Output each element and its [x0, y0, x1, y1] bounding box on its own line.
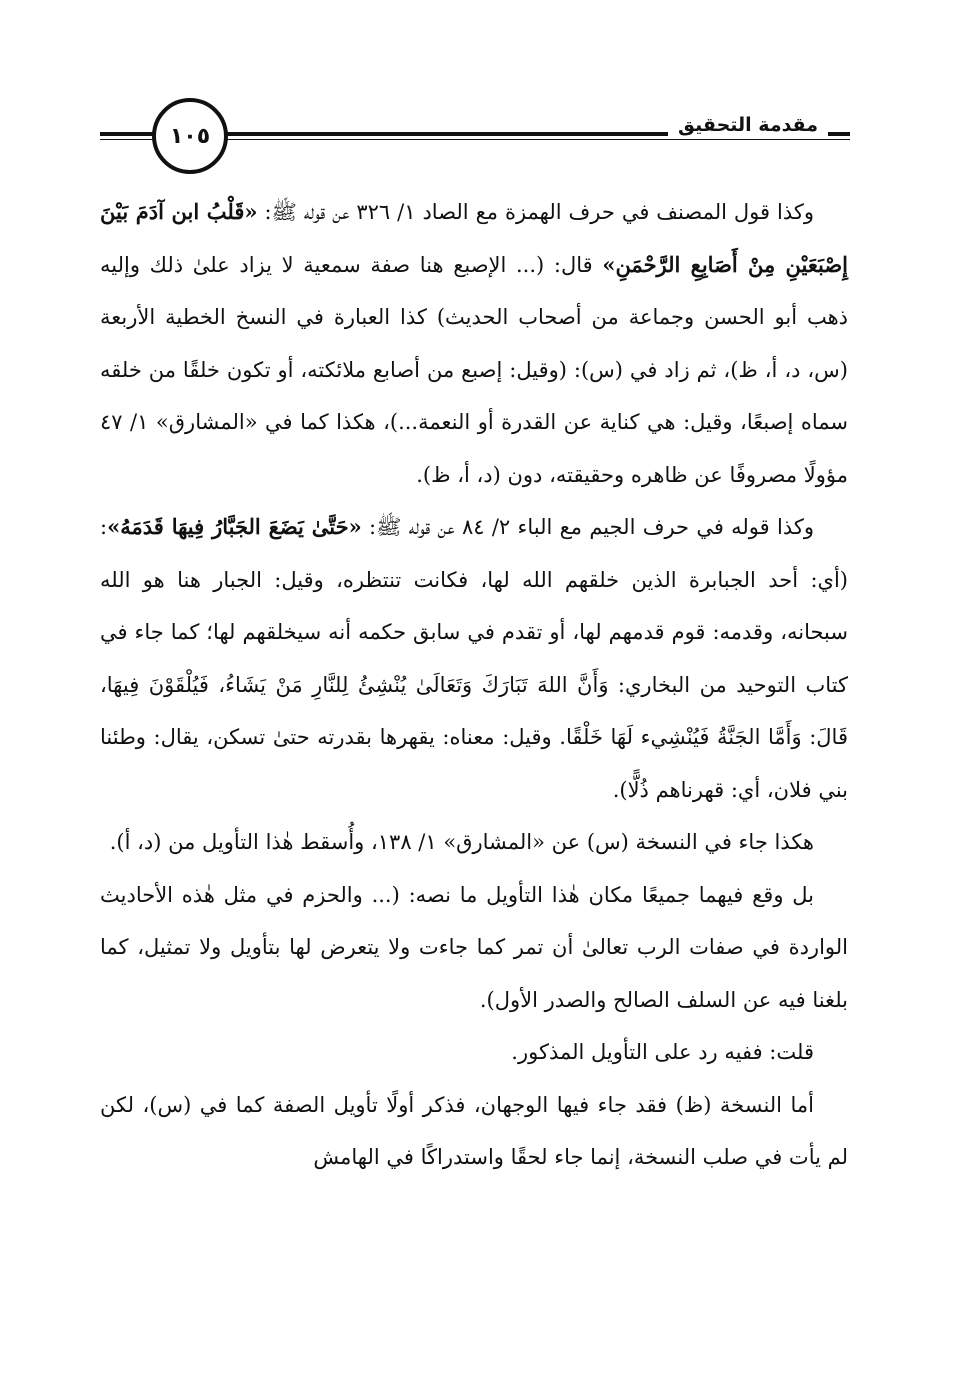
paragraph: [100, 186, 848, 501]
paragraph: [100, 869, 848, 1027]
hadith-quote: «قَلْبُ ابن آدَمَ بَيْنَ إِصْبَعَيْنِ مِنْ أَصَابِعِ الرَّحْمَنِ»: [100, 199, 849, 277]
page-header: [100, 92, 850, 182]
paragraph: [100, 1079, 848, 1184]
paragraph: [100, 501, 848, 816]
header-rule-thin: [160, 139, 850, 140]
header-rule-left: [100, 132, 160, 136]
paragraph-text: قال: (... الإصبع هنا صفة سمعية لا يزاد علىٰ ذلك وإليه ذهب أبو الحسن وجماعة من أصحاب الحديث) كذا العبارة في النسخ الخطية الأربعة (س، د، أ، ظ)، ثم زاد في (س): (وقيل: إصبع من أصابع ملائكته، أو تكون خلقًا من خلقه سماه إصبعًا، وقيل: هي كناية عن القدرة أو النعمة...)، هكذا كما في «المشارق» ١/ ٤٧ مؤولًا مصروفًا عن ظاهره وحقيقته، دون (د، أ، ظ).: [100, 252, 848, 487]
paragraph: [100, 1026, 848, 1079]
running-title: مقدمة التحقيق: [668, 114, 828, 136]
paragraph-text: وكذا قوله في حرف الجيم مع الباء ٢/ ٨٤ عن قوله ﷺ:: [361, 515, 814, 539]
paragraph-text: هكذا جاء في النسخة (س) عن «المشارق» ١/ ١٣٨، وأُسقط هٰذا التأويل من (د، أ).: [109, 830, 814, 854]
body-text: [100, 186, 848, 1184]
paragraph-text: وكذا قول المصنف في حرف الهمزة مع الصاد ١/ ٣٢٦ عن قوله ﷺ:: [257, 200, 814, 224]
paragraph-text: : (أي: أحد الجبابرة الذين خلقهم الله لها، فكانت تنتظره، وقيل: الجبار هنا هو الله سبحانه، وقدمه: قوم قدمهم لها، أو تقدم في سابق حكمه أنه سيخلقهم لها؛ كما جاء في كتاب التوحيد من البخاري: وَأَنَّ اللهَ تَبَارَكَ وَتَعَالَىٰ يُنْشِئُ لِلنَّارِ مَنْ يَشَاءُ، فَيُلْقَوْنَ فِيهَا، قَالَ: وَأَمَّا الجَنَّةُ فَيُنْشِيء لَهَا خَلْقًا. وقيل: معناه: يقهرها بقدرته حتىٰ تسكن، يقال: وطئنا بني فلان، أي: قهرناهم ذُلًّا).: [100, 515, 848, 802]
hadith-quote: «حَتَّىٰ يَضَعَ الجَبَّارُ فِيهَا قَدَمَهُ»: [107, 514, 362, 539]
header-rule-left-thin: [100, 139, 160, 140]
paragraph: [100, 816, 848, 869]
paragraph-text: أما النسخة (ظ) فقد جاء فيها الوجهان، فذكر أولًا تأويل الصفة كما في (س)، لكن لم يأت في صلب النسخة، إنما جاء لحقًا واستدراكًا في الهامش: [100, 1092, 848, 1169]
paragraph-text: قلت: ففيه رد على التأويل المذكور.: [511, 1040, 814, 1064]
paragraph-text: بل وقع فيهما جميعًا مكان هٰذا التأويل ما نصه: (... والحزم في مثل هٰذه الأحاديث الواردة في صفات الرب تعالىٰ أن تمر كما جاءت ولا يتعرض لها بتأويل ولا تمثيل، كما بلغنا فيه عن السلف الصالح والصدر الأول).: [100, 882, 848, 1012]
page-number: ١٠٥: [152, 98, 228, 174]
